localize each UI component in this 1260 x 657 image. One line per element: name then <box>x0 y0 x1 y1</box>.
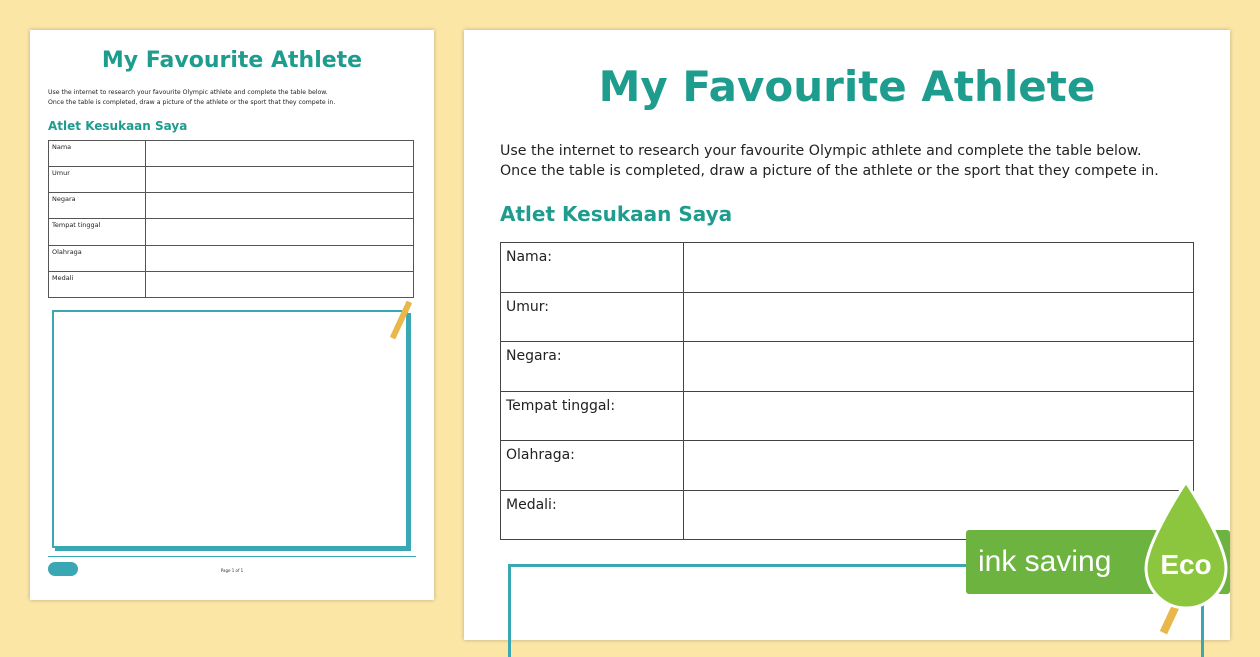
athlete-info-table <box>48 140 414 298</box>
page-title: My Favourite Athlete <box>101 48 363 73</box>
answer-cell <box>684 441 1194 491</box>
drawing-box <box>52 310 408 548</box>
footer-brand-mark <box>356 562 416 576</box>
table-row <box>501 243 1194 293</box>
preview-page-thumbnail <box>30 30 434 600</box>
answer-cell <box>146 167 414 193</box>
instructions <box>500 141 1200 181</box>
row-label: Olahraga: <box>501 441 684 491</box>
table-row <box>49 271 414 297</box>
page-title: My Favourite Athlete <box>598 62 1096 111</box>
page-number: Page 1 of 1 <box>220 568 244 573</box>
table-row <box>501 342 1194 392</box>
ink-saving-label: ink saving <box>978 545 1112 578</box>
eco-drop-icon <box>1140 482 1232 630</box>
row-label: Negara <box>49 193 146 219</box>
row-label: Umur: <box>501 292 684 342</box>
row-label: Nama <box>49 141 146 167</box>
table-row <box>49 141 414 167</box>
table-heading: Atlet Kesukaan Saya <box>500 202 733 226</box>
table-row <box>49 167 414 193</box>
instructions-line-1: Use the internet to research your favourite Olympic athlete and complete the table below. <box>48 89 328 96</box>
row-label: Tempat tinggal: <box>501 391 684 441</box>
answer-cell <box>146 141 414 167</box>
instructions-line-2: Once the table is completed, draw a picture of the athlete or the sport that they compete in. <box>500 163 1159 179</box>
footer-divider <box>48 556 416 557</box>
answer-cell <box>146 271 414 297</box>
instructions-line-2: Once the table is completed, draw a picture of the athlete or the sport that they compete in. <box>48 99 336 106</box>
eco-label: Eco <box>1160 549 1212 580</box>
answer-cell <box>684 342 1194 392</box>
answer-cell <box>684 292 1194 342</box>
row-label: Medali: <box>501 490 684 540</box>
table-row <box>501 391 1194 441</box>
table-row <box>49 193 414 219</box>
answer-cell <box>146 193 414 219</box>
table-row <box>501 292 1194 342</box>
table-row <box>49 245 414 271</box>
row-label: Tempat tinggal <box>49 219 146 245</box>
table-heading: Atlet Kesukaan Saya <box>48 119 188 133</box>
answer-cell <box>146 245 414 271</box>
answer-cell <box>146 219 414 245</box>
table-row <box>501 441 1194 491</box>
row-label: Negara: <box>501 342 684 392</box>
table-row <box>49 219 414 245</box>
instructions-line-1: Use the internet to research your favourite Olympic athlete and complete the table below. <box>500 143 1142 159</box>
row-label: Nama: <box>501 243 684 293</box>
row-label: Medali <box>49 271 146 297</box>
answer-cell <box>684 243 1194 293</box>
row-label: Umur <box>49 167 146 193</box>
answer-cell <box>684 391 1194 441</box>
athlete-info-table <box>500 242 1194 540</box>
row-label: Olahraga <box>49 245 146 271</box>
instructions <box>48 88 416 108</box>
